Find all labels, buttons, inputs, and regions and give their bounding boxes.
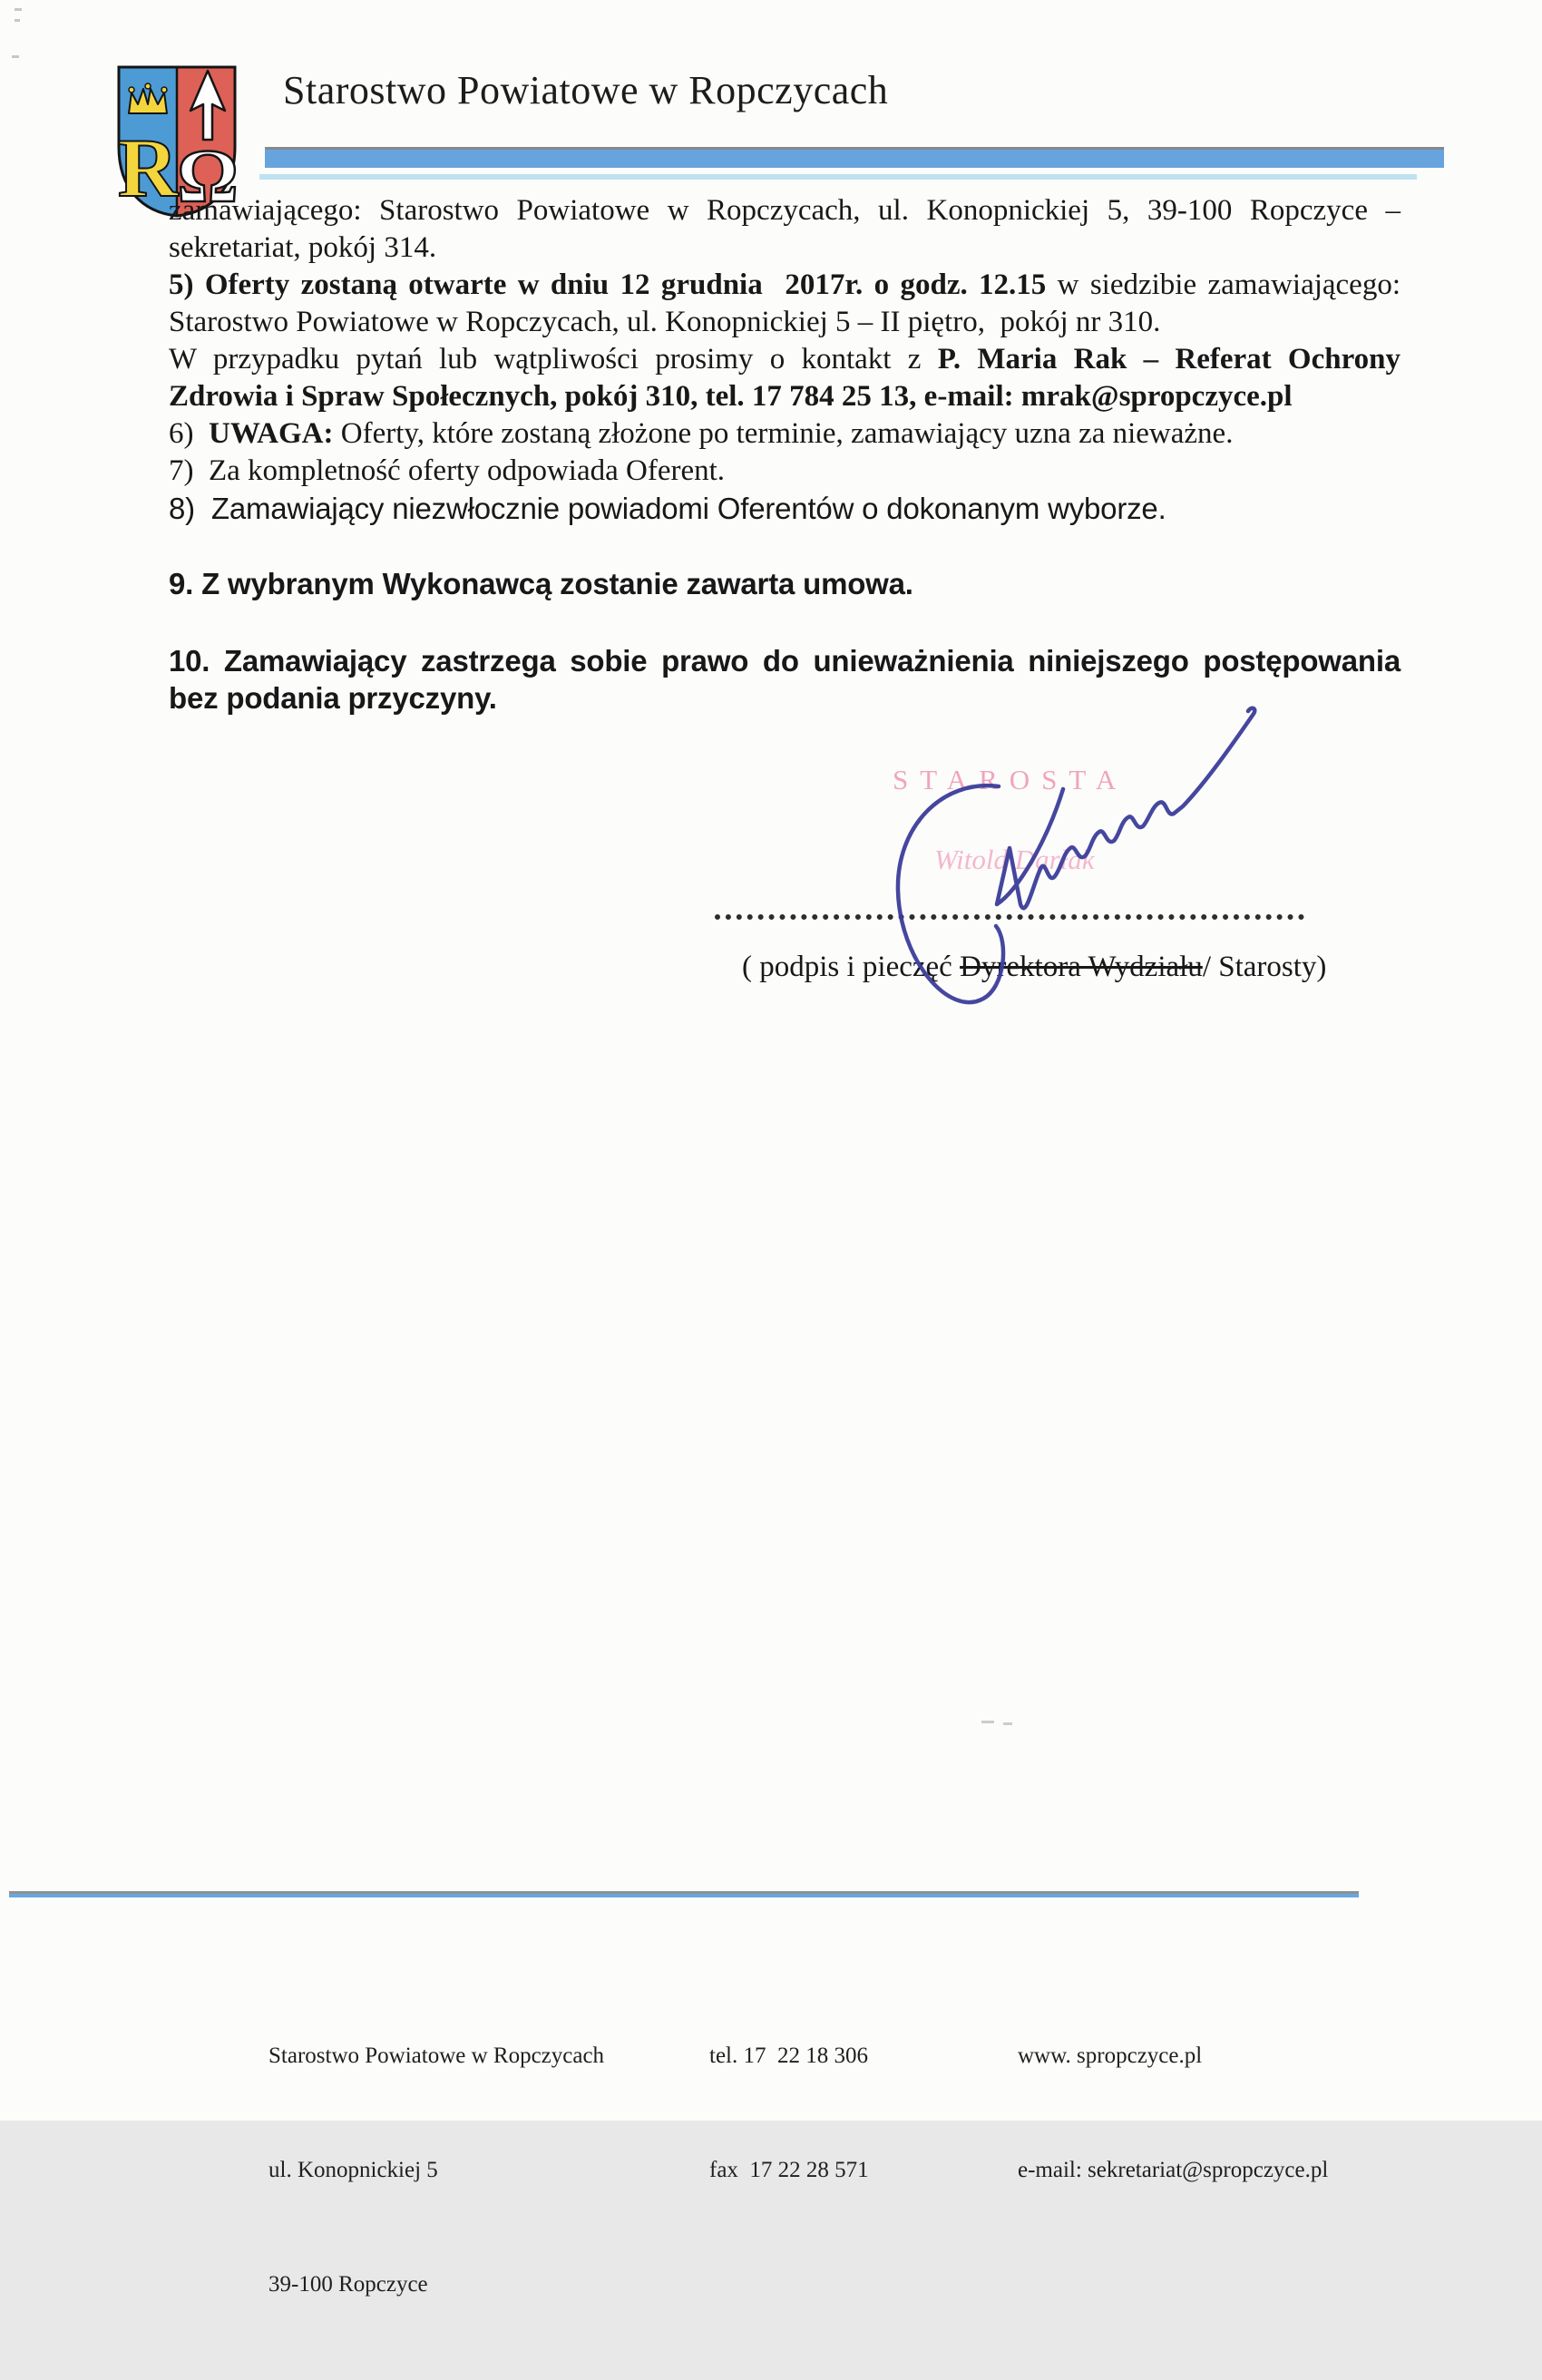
- coat-letter: R: [117, 122, 179, 214]
- text-run: Oferty, które zostaną złożone po terminie, zamawiający uzna za nieważne.: [333, 417, 1234, 450]
- footer-fax: fax 17 22 28 571: [709, 2158, 869, 2182]
- text-run: zamawiającego: Starostwo Powiatowe w Ropczycach, ul. Konopnickiej 5, 39-100 Ropczyce –: [169, 194, 1400, 227]
- body-line: [169, 642, 1400, 679]
- text-run: bez podania przyczyny.: [169, 681, 497, 715]
- scan-artifact: [15, 19, 20, 22]
- scan-artifact: [12, 55, 19, 58]
- text-run: ( podpis i pieczęć: [742, 951, 961, 983]
- text-run: 6): [169, 417, 209, 450]
- handwritten-signature-icon: [844, 688, 1279, 1068]
- starosta-stamp-name: Witold Darłak: [934, 844, 1095, 875]
- crown-pearl: [161, 87, 167, 93]
- body-line: [169, 415, 1400, 453]
- body-line: [169, 341, 1400, 378]
- footer-divider: [9, 1891, 1359, 1897]
- document-body: [169, 192, 1400, 717]
- body-line: [169, 229, 1400, 267]
- crown-pearl: [129, 87, 134, 93]
- text-run: UWAGA:: [209, 417, 334, 450]
- body-line: [169, 565, 1400, 602]
- text-run: Dyrektora Wydziału: [960, 951, 1203, 983]
- page-header-title: Starostwo Powiatowe w Ropczycach: [283, 68, 889, 112]
- text-run: 10. Zamawiający zastrzega sobie prawo do unieważnienia niniejszego postępowania: [169, 644, 1400, 678]
- body-line: [169, 304, 1400, 341]
- arrow-horns-icon: Ω: [177, 134, 239, 219]
- body-line: [169, 267, 1400, 304]
- text-run: sekretariat, pokój 314.: [169, 231, 437, 264]
- text-run: W przypadku pytań lub wątpliwości prosimy o kontakt z: [169, 343, 938, 376]
- crown-pearl: [145, 83, 151, 89]
- text-run: 5) Oferty zostaną otwarte w dniu 12 grudnia 2017r. o godz. 12.15: [169, 268, 1047, 301]
- scan-artifact: [981, 1721, 994, 1723]
- text-run: P. Maria Rak – Referat Ochrony: [937, 343, 1400, 376]
- starosta-stamp-title: STAROSTA: [893, 764, 1128, 795]
- scan-artifact: [15, 8, 22, 11]
- body-line: [169, 192, 1400, 229]
- footer-phone-block: [709, 1961, 869, 2266]
- text-run: / Starosty): [1202, 951, 1327, 983]
- text-run: 9. Z wybranym Wykonawcą zostanie zawarta umowa.: [169, 567, 913, 600]
- signature-scribble: [997, 708, 1254, 908]
- text-run: Starostwo Powiatowe w Ropczycach, ul. Konopnickiej 5 – II piętro, pokój nr 310.: [169, 306, 1161, 338]
- footer-email: e-mail: sekretariat@spropczyce.pl: [1018, 2158, 1329, 2182]
- text-run: 8) Zamawiający niezwłocznie powiadomi Oferentów o dokonanym wyborze.: [169, 492, 1166, 525]
- footer-address-block: [268, 1961, 604, 2380]
- text-run: Zdrowia i Spraw Społecznych, pokój 310, tel. 17 784 25 13, e-mail: mrak@spropczyce.pl: [169, 380, 1293, 413]
- footer-web-block: [1018, 1961, 1328, 2266]
- text-run: 7) Za kompletność oferty odpowiada Oferent.: [169, 454, 726, 487]
- footer-website: www. spropczyce.pl: [1018, 2043, 1203, 2068]
- footer-street: ul. Konopnickiej 5: [268, 2158, 438, 2182]
- header-divider-bar: [265, 147, 1444, 168]
- header-light-line: [259, 174, 1417, 180]
- footer-city: 39-100 Ropczyce: [268, 2272, 428, 2297]
- footer-org-name: Starostwo Powiatowe w Ropczycach: [268, 2043, 605, 2068]
- signature-ink: [898, 708, 1254, 1002]
- text-run: w siedzibie zamawiającego:: [1046, 268, 1401, 301]
- body-line: [169, 490, 1400, 527]
- signature-loop: [898, 785, 1003, 1002]
- scan-artifact: [1003, 1722, 1012, 1725]
- body-line: [169, 453, 1400, 490]
- footer-tel: tel. 17 22 18 306: [709, 2043, 868, 2068]
- body-line: [169, 378, 1400, 415]
